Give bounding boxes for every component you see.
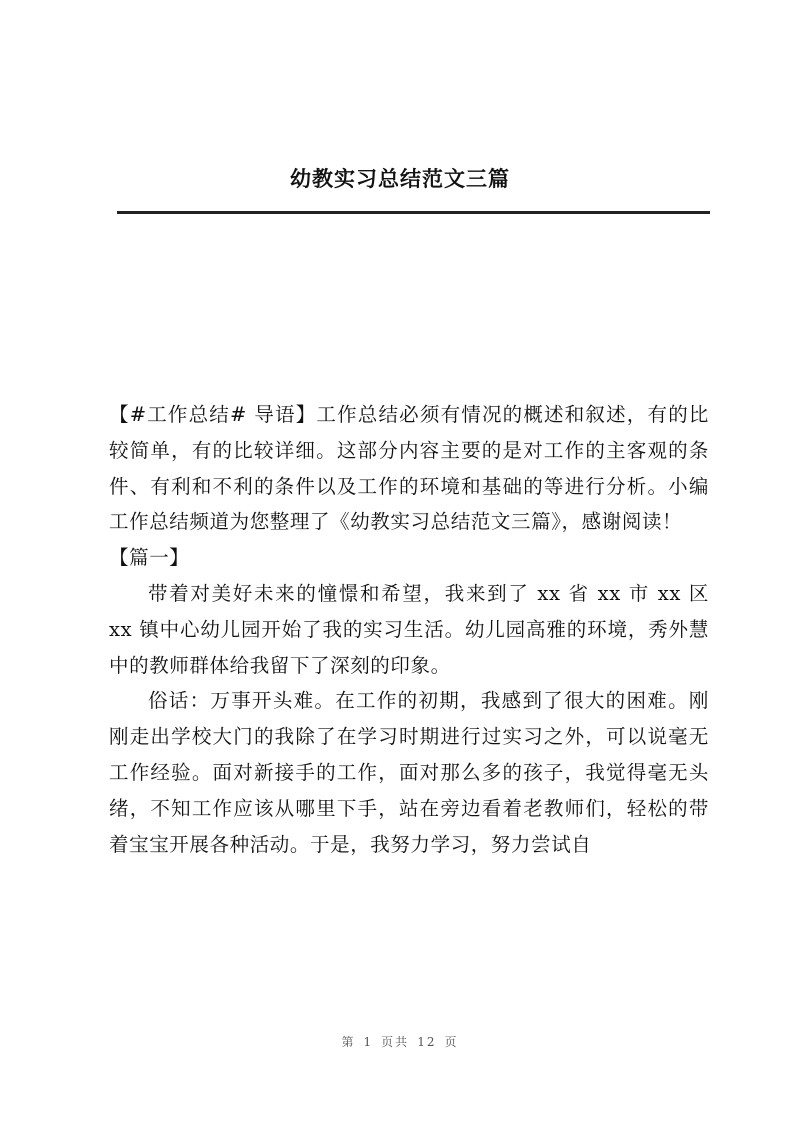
intro-paragraph: 【#工作总结# 导语】工作总结必须有情况的概述和叙述，有的比较简单，有的比较详细。这部分内容主要的是对工作的主客观的条件、有利和不利的条件以及工作的环境和基础的等进行分析。小编工作总结频道为您整理了《幼教实习总结范文三篇》，感谢阅读！ bbox=[109, 403, 709, 534]
body-paragraph: 俗话：万事开头难。在工作的初期，我感到了很大的困难。刚刚走出学校大门的我除了在学习时期进行过实习之外，可以说毫无工作经验。面对新接手的工作，面对那么多的孩子，我觉得毫无头绪，不知工作应该从哪里下手，站在旁边看着老教师们，轻松的带着宝宝开展各种活动。于是，我努力学习，努力尝试自 bbox=[109, 689, 709, 856]
title-divider bbox=[117, 211, 710, 214]
document-body bbox=[109, 397, 709, 862]
footer-page-number: 1 bbox=[363, 1035, 374, 1049]
footer-middle: 页共 bbox=[381, 1035, 410, 1049]
page-footer bbox=[0, 1033, 800, 1050]
document-title: 幼教实习总结范文三篇 bbox=[290, 167, 510, 191]
body-paragraph: 带着对美好未来的憧憬和希望，我来到了 xx 省 xx 市 xx 区 xx 镇中心幼儿园开始了我的实习生活。幼儿园高雅的环境，秀外慧中的教师群体给我留下了深刻的印象。 bbox=[109, 581, 709, 677]
section-heading: 【篇一】 bbox=[109, 546, 190, 570]
footer-suffix: 页 bbox=[444, 1035, 459, 1049]
footer-prefix: 第 bbox=[341, 1035, 356, 1049]
footer-page-total: 12 bbox=[417, 1035, 437, 1049]
